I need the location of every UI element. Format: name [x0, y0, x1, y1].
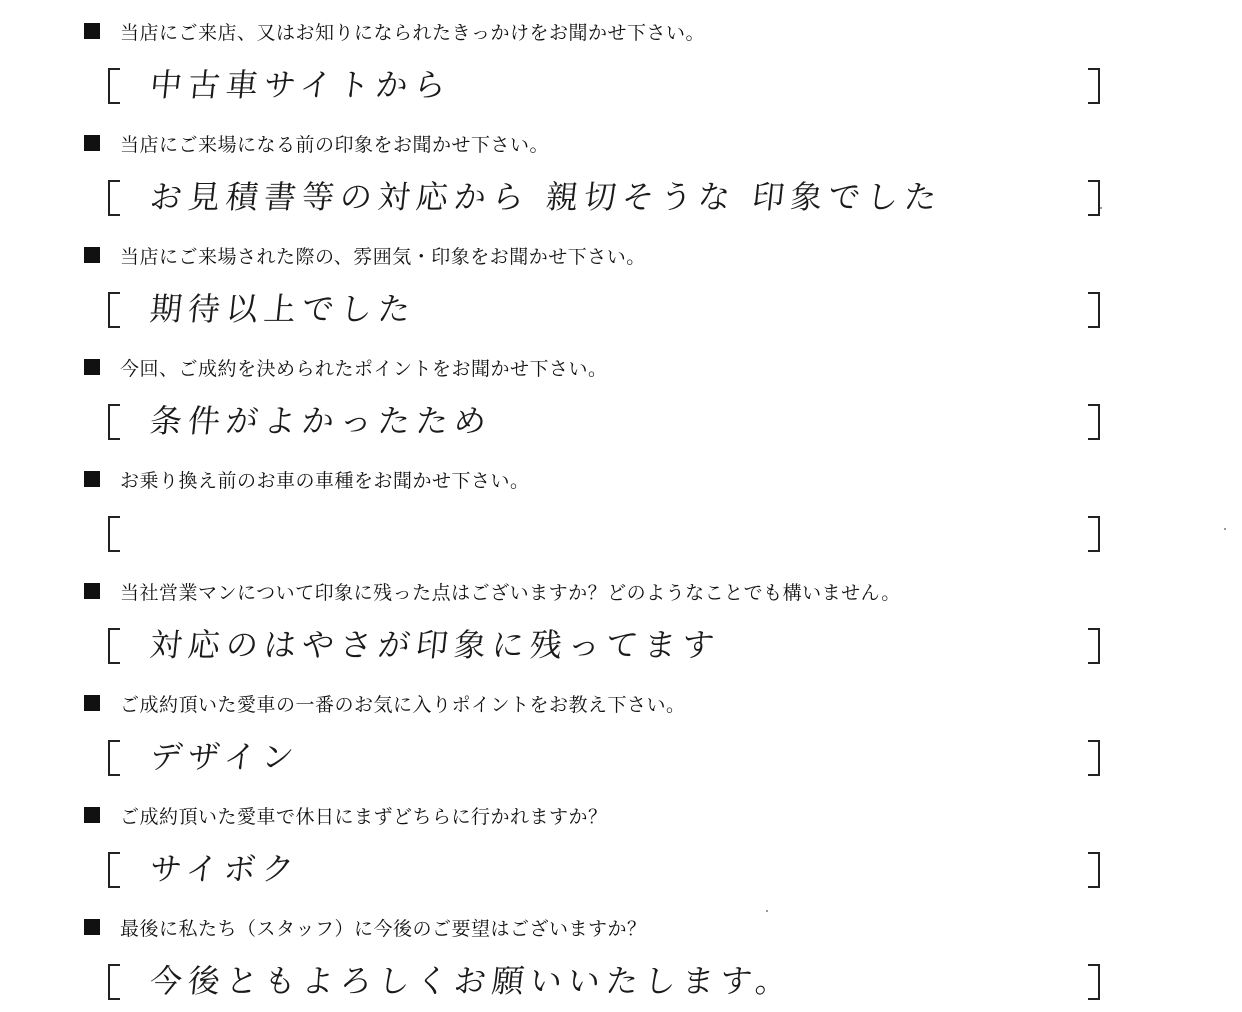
survey-item-deciding-point	[0, 336, 1242, 448]
question-text: 当店にご来場になる前の印象をお聞かせ下さい。	[120, 133, 550, 156]
question-text: 今回、ご成約を決められたポイントをお聞かせ下さい。	[120, 357, 608, 380]
question-text: ご成約頂いた愛車の一番のお気に入りポイントをお教え下さい。	[120, 693, 686, 716]
question-row	[84, 466, 530, 492]
square-bullet-icon	[84, 471, 100, 487]
open-bracket	[108, 292, 120, 328]
handwritten-answer: サイボク	[148, 850, 302, 888]
question-row	[84, 18, 705, 44]
survey-item-staff-requests	[0, 896, 1242, 1008]
scan-speck	[1224, 528, 1226, 530]
scan-speck	[766, 910, 768, 912]
open-bracket	[108, 628, 120, 664]
close-bracket	[1088, 964, 1100, 1000]
square-bullet-icon	[84, 919, 100, 935]
question-text: 当社営業マンについて印象に残った点はございますか？どのようなことでも構いません。	[120, 581, 901, 604]
square-bullet-icon	[84, 695, 100, 711]
square-bullet-icon	[84, 23, 100, 39]
square-bullet-icon	[84, 583, 100, 599]
close-bracket	[1088, 740, 1100, 776]
question-text: 当店にご来場された際の、雰囲気・印象をお聞かせ下さい。	[120, 245, 646, 268]
open-bracket	[108, 964, 120, 1000]
question-text: ご成約頂いた愛車で休日にまずどちらに行かれますか？	[120, 805, 608, 828]
scan-speck	[1100, 207, 1102, 209]
open-bracket	[108, 404, 120, 440]
open-bracket	[108, 180, 120, 216]
handwritten-answer: 条件がよかったため	[148, 402, 495, 440]
close-bracket	[1088, 852, 1100, 888]
question-row	[84, 802, 608, 828]
survey-item-sales-staff	[0, 560, 1242, 672]
survey-item-holiday-destination	[0, 784, 1242, 896]
close-bracket	[1088, 292, 1100, 328]
open-bracket	[108, 68, 120, 104]
square-bullet-icon	[84, 359, 100, 375]
square-bullet-icon	[84, 247, 100, 263]
close-bracket	[1088, 68, 1100, 104]
survey-item-store-atmosphere	[0, 224, 1242, 336]
handwritten-answer: お見積書等の対応から 親切そうな 印象でした	[148, 178, 945, 216]
close-bracket	[1088, 628, 1100, 664]
handwritten-answer: 今後ともよろしくお願いいたします。	[148, 962, 796, 1000]
close-bracket	[1088, 180, 1100, 216]
question-row	[84, 914, 647, 940]
question-row	[84, 130, 549, 156]
question-row	[84, 242, 646, 268]
question-row	[84, 690, 686, 716]
square-bullet-icon	[84, 135, 100, 151]
handwritten-answer: デザイン	[148, 738, 302, 776]
open-bracket	[108, 516, 120, 552]
close-bracket	[1088, 516, 1100, 552]
handwritten-answer: 対応のはやさが印象に残ってます	[148, 626, 723, 664]
open-bracket	[108, 740, 120, 776]
question-text: お乗り換え前のお車の車種をお聞かせ下さい。	[120, 469, 530, 492]
survey-item-previous-car	[0, 448, 1242, 560]
question-row	[84, 578, 901, 604]
handwritten-answer	[148, 512, 152, 554]
open-bracket	[108, 852, 120, 888]
question-text: 当店にご来店、又はお知りになられたきっかけをお聞かせ下さい。	[120, 21, 706, 44]
question-text: 最後に私たち（スタッフ）に今後のご要望はございますか？	[120, 917, 647, 940]
square-bullet-icon	[84, 807, 100, 823]
survey-item-visit-reason	[0, 0, 1242, 112]
close-bracket	[1088, 404, 1100, 440]
survey-item-first-impression	[0, 112, 1242, 224]
handwritten-answer: 中古車サイトから	[148, 66, 454, 104]
survey-item-favorite-point	[0, 672, 1242, 784]
question-row	[84, 354, 608, 380]
handwritten-answer: 期待以上でした	[148, 290, 419, 328]
